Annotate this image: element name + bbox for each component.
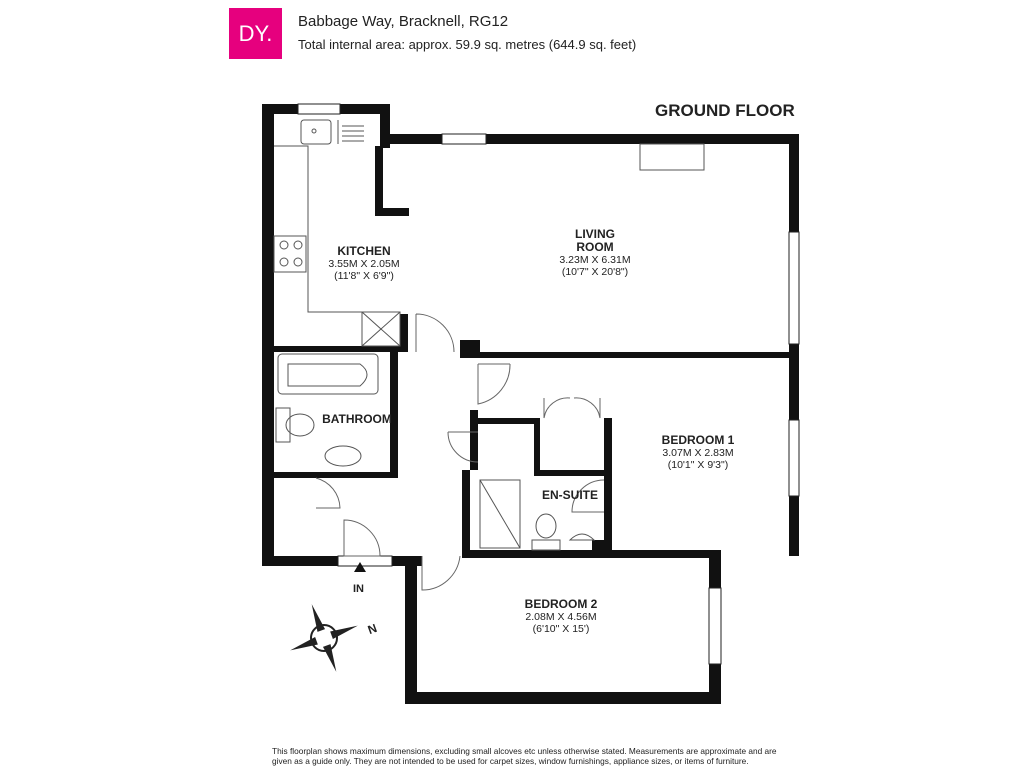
room-metric: 3.55M X 2.05M — [328, 258, 400, 270]
bathroom-fittings — [276, 354, 594, 550]
room-imperial: (10'7" X 20'8") — [561, 266, 629, 278]
total-area: Total internal area: approx. 59.9 sq. metres (644.9 sq. feet) — [298, 37, 637, 52]
room-name: LIVING — [574, 227, 615, 241]
room-imperial: (6'10" X 15') — [532, 623, 590, 635]
room-label-en-suite — [530, 489, 610, 502]
room-metric: 2.08M X 4.56M — [525, 611, 597, 623]
windows — [298, 104, 799, 664]
entrance-label: IN — [353, 583, 364, 595]
company-logo: DY. — [229, 8, 282, 59]
room-label-living-room — [550, 228, 640, 278]
room-metric: 3.07M X 2.83M — [662, 447, 734, 459]
room-name: BATHROOM — [322, 412, 392, 426]
room-label-bathroom — [312, 413, 402, 426]
compass-north-label: N — [365, 620, 379, 638]
room-imperial: (10'1" X 9'3") — [667, 459, 729, 471]
room-name: KITCHEN — [337, 244, 391, 258]
room-imperial: (11'8" X 6'9") — [334, 270, 394, 282]
room-label-bedroom-1 — [652, 434, 744, 471]
compass-rose — [289, 603, 359, 673]
room-label-bedroom-2 — [514, 598, 608, 635]
disclaimer: This floorplan shows maximum dimensions, excluding small alcoves etc unless otherwise stated. Measurements are approximate and are given as a guide only. They are not intended to be used for carpet sizes, window furnishings, appliance sizes, or items of furniture. — [272, 746, 777, 766]
floor-title: GROUND FLOOR — [655, 101, 795, 120]
room-label-kitchen — [322, 245, 406, 282]
room-name: ROOM — [576, 240, 614, 254]
room-metric: 3.23M X 6.31M — [559, 254, 631, 266]
property-address: Babbage Way, Bracknell, RG12 — [298, 13, 509, 30]
room-name: BEDROOM 2 — [524, 597, 598, 611]
room-name: EN-SUITE — [541, 488, 598, 502]
room-name: BEDROOM 1 — [661, 433, 735, 447]
